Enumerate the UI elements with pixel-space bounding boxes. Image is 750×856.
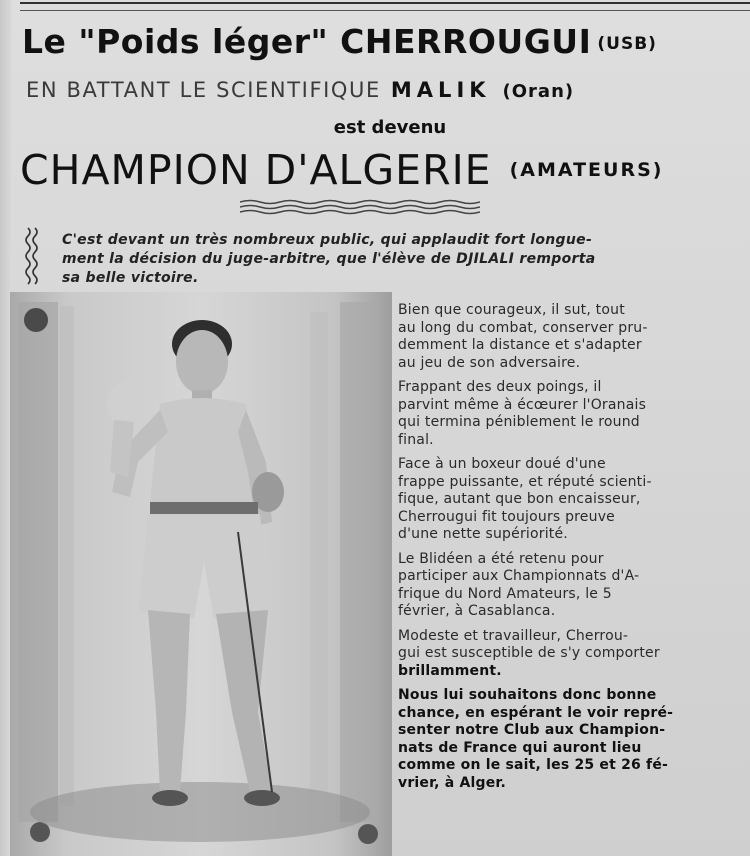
article-line: qui termina péniblement le round: [398, 414, 640, 430]
headline: [22, 22, 750, 61]
article-line: frappe puissante, et réputé scienti-: [398, 473, 652, 490]
article-paragraph: [398, 456, 750, 544]
article-line: participer aux Championnats d'A-: [398, 568, 640, 584]
article-line: demment la distance et s'adapter: [398, 337, 642, 353]
intro-bracket-ornament: [24, 226, 44, 286]
article-line: d'une nette supériorité.: [398, 526, 568, 542]
article-paragraph: [398, 687, 750, 792]
intro-line: ment la décision du juge-arbitre, que l'élève de DJILALI remporta: [62, 251, 596, 267]
article-line: au jeu de son adversaire.: [398, 354, 581, 371]
subheadline-text: EN BATTANT LE SCIENTIFIQUE: [26, 78, 381, 102]
article-line: Modeste et travailleur, Cherrou-: [398, 627, 629, 644]
article-line: gui est susceptible de s'y comporter: [398, 645, 660, 661]
article-paragraph: [398, 379, 750, 449]
intro-paragraph: [62, 231, 750, 288]
article-line: Cherrougui fit toujours preuve: [398, 508, 615, 525]
headline-main: Le "Poids léger" CHERROUGUI: [22, 22, 592, 61]
article-line: nats de France qui auront lieu: [398, 739, 642, 756]
article-line: Bien que courageux, il sut, tout: [398, 302, 625, 318]
champion-title: [20, 146, 750, 194]
article-line: Nous lui souhaitons donc bonne: [398, 687, 657, 703]
article-line: fique, autant que bon encaisseur,: [398, 491, 641, 507]
article-body: [398, 302, 750, 799]
boxer-portrait-photo-icon: [10, 292, 392, 856]
top-rule: [20, 2, 750, 11]
article-line: Le Blidéen a été retenu pour: [398, 550, 604, 567]
headline-club: (USB): [597, 34, 657, 54]
article-line: vrier, à Alger.: [398, 774, 507, 791]
article-paragraph: [398, 551, 750, 621]
article-paragraph: [398, 302, 750, 372]
article-line: Frappant des deux poings, il: [398, 379, 602, 395]
subheadline: [26, 78, 750, 102]
became-line: est devenu: [333, 117, 447, 138]
article-line: parvint même à écœurer l'Oranais: [398, 396, 647, 413]
boxer-photo: [10, 292, 392, 856]
article-line: chance, en espérant le voir repré-: [398, 704, 674, 721]
article-line: brillamment.: [398, 662, 502, 679]
champion-category: (AMATEURS): [509, 159, 664, 181]
article-line: Face à un boxeur doué d'une: [398, 456, 606, 472]
article-line: senter notre Club aux Champion-: [398, 722, 666, 738]
article-line: février, à Casablanca.: [398, 603, 556, 619]
article-line: frique du Nord Amateurs, le 5: [398, 585, 612, 602]
wavy-divider: [240, 198, 480, 216]
article-line: final.: [398, 431, 434, 448]
intro-line: sa belle victoire.: [62, 270, 199, 286]
opponent-city: (Oran): [502, 81, 575, 102]
champion-main: CHAMPION D'ALGERIE: [20, 146, 492, 194]
article-line: comme on le sait, les 25 et 26 fé-: [398, 757, 669, 773]
intro-line: C'est devant un très nombreux public, qui applaudit fort longue-: [62, 232, 593, 248]
article-paragraph: [398, 628, 750, 681]
opponent-name: MALIK: [390, 78, 491, 102]
article-line: au long du combat, conserver pru-: [398, 319, 648, 336]
